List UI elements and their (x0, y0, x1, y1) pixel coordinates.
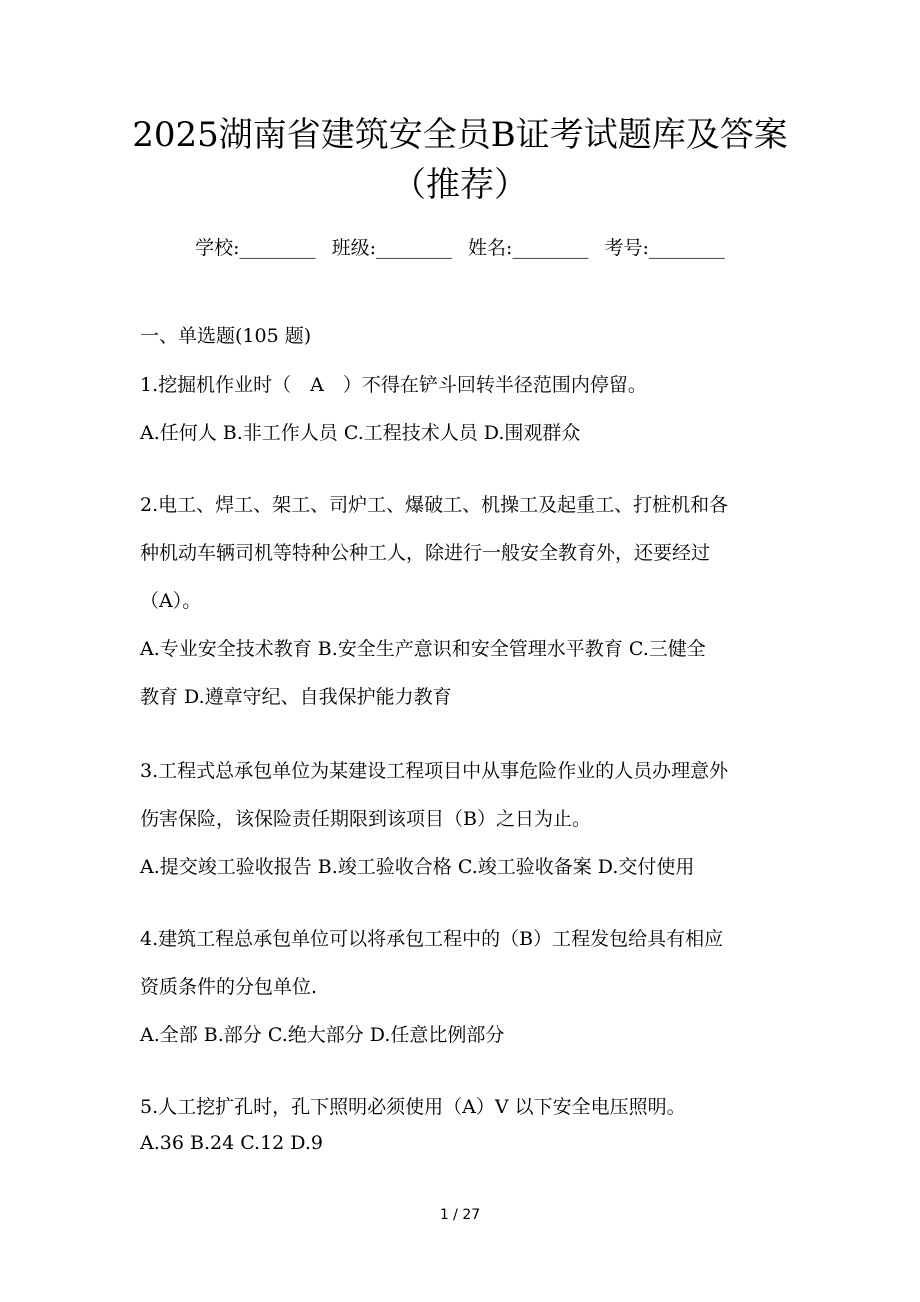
question-2-options: 教育 D.遵章守纪、自我保护能力教育 (140, 686, 452, 708)
exam-number-field: 考号:________ (604, 237, 725, 259)
school-field: 学校:________ (195, 237, 316, 259)
question-5-stem: 5.人工挖扩孔时，孔下照明必须使用（A）V 以下安全电压照明。 (140, 1096, 686, 1118)
question-2-options: A.专业安全技术教育 B.安全生产意识和安全管理水平教育 C.三健全 (140, 638, 706, 660)
question-4-options: A.全部 B.部分 C.绝大部分 D.任意比例部分 (140, 1024, 505, 1046)
section-heading: 一、单选题(105 题) (140, 325, 312, 347)
question-1-stem: 1.挖掘机作业时（ A ）不得在铲斗回转半径范围内停留。 (140, 374, 647, 396)
page-number: 1 / 27 (439, 1207, 481, 1223)
question-4-stem: 4.建筑工程总承包单位可以将承包工程中的（B）工程发包给具有相应 (140, 928, 724, 950)
question-1-options: A.任何人 B.非工作人员 C.工程技术人员 D.围观群众 (140, 422, 581, 444)
question-3-options: A.提交竣工验收报告 B.竣工验收合格 C.竣工验收备案 D.交付使用 (140, 856, 695, 878)
question-2-stem: （A）。 (140, 590, 202, 612)
name-field: 姓名:________ (468, 237, 589, 259)
question-5-options: A.36 B.24 C.12 D.9 (140, 1132, 323, 1154)
class-field: 班级:________ (331, 237, 452, 259)
document-title-line-1: 2025湖南省建筑安全员B证考试题库及答案 (132, 115, 788, 155)
student-info-row (0, 234, 920, 262)
question-2-stem: 种机动车辆司机等特种公种工人，除进行一般安全教育外，还要经过 (140, 542, 711, 564)
document-title-line-2: （推荐） (392, 165, 528, 205)
question-3-stem: 伤害保险，该保险责任期限到该项目（B）之日为止。 (140, 808, 591, 830)
question-3-stem: 3.工程式总承包单位为某建设工程项目中从事危险作业的人员办理意外 (140, 760, 729, 782)
question-2-stem: 2.电工、焊工、架工、司炉工、爆破工、机操工及起重工、打桩机和各 (140, 494, 729, 516)
question-4-stem: 资质条件的分包单位. (140, 976, 318, 998)
